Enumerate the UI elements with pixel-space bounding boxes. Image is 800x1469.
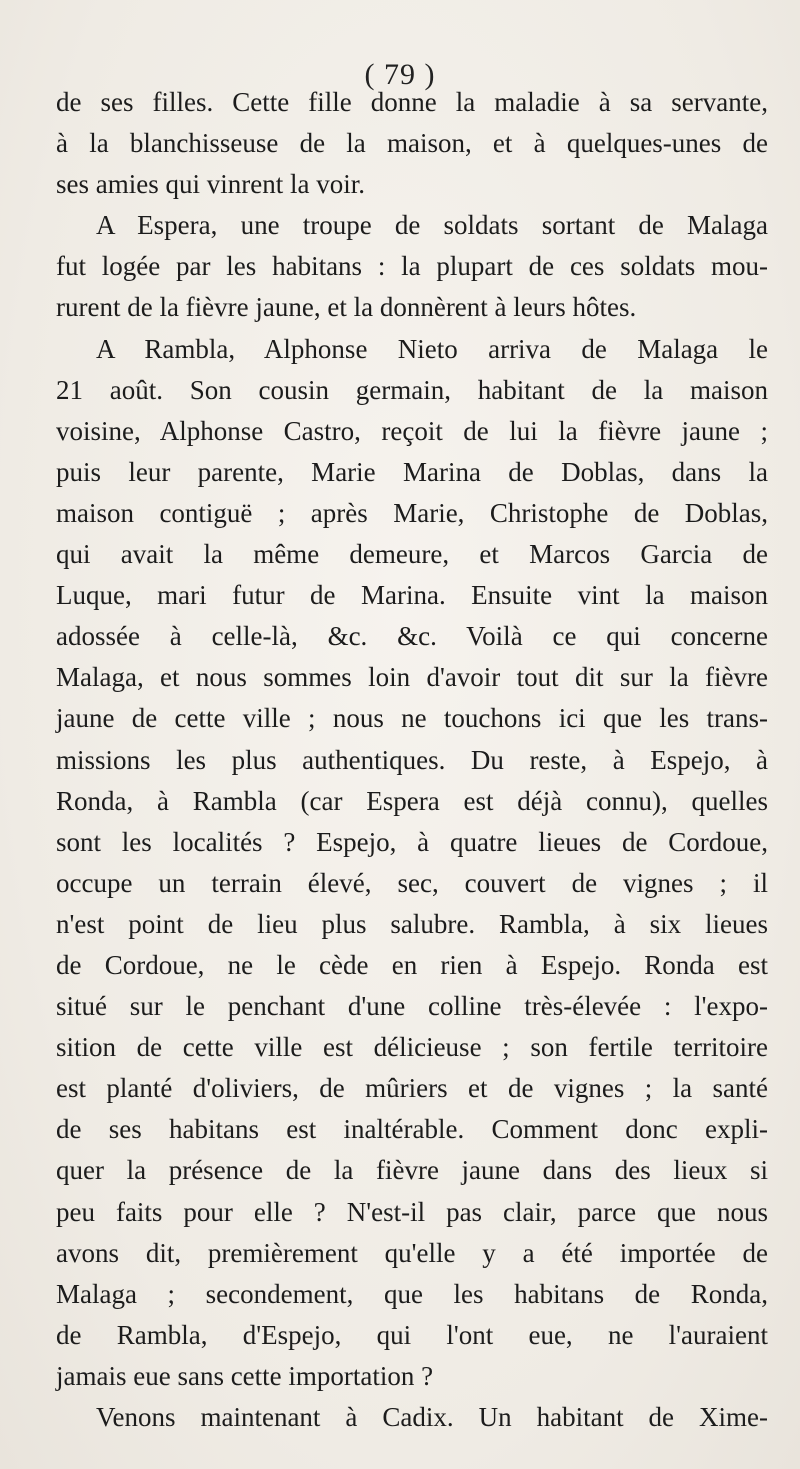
text-line: de ses filles. Cette fille donne la maladie à sa servante,	[56, 87, 768, 117]
text-line: situé sur le penchant d'une colline très-élevée : l'expo-	[56, 991, 768, 1022]
text-line: peu faits pour elle ? N'est-il pas clair, parce que nous	[56, 1196, 768, 1227]
text-line: 21 août. Son cousin germain, habitant de la maison	[56, 374, 768, 405]
text-line: puis leur parente, Marie Marina de Doblas, dans la	[56, 456, 768, 487]
text-line: sition de cette ville est délicieuse ; son fertile territoire	[56, 1032, 768, 1063]
text-line: qui avait la même demeure, et Marcos Garcia de	[56, 539, 768, 570]
text-line: sont les localités ? Espejo, à quatre lieues de Cordoue,	[56, 826, 768, 857]
text-line: fut logée par les habitans : la plupart de ces soldats mou-	[56, 251, 768, 282]
text-line: de Cordoue, ne le cède en rien à Espejo. Ronda est	[56, 949, 768, 980]
text-line: maison contiguë ; après Marie, Christophe de Doblas,	[56, 497, 768, 528]
text-line: rurent de la fièvre jaune, et la donnèrent à leurs hôtes.	[56, 292, 637, 323]
text-line: jamais eue sans cette importation ?	[56, 1360, 434, 1391]
text-line: missions les plus authentiques. Du reste, à Espejo, à	[56, 744, 768, 775]
text-line: à la blanchisseuse de la maison, et à quelques-unes de	[56, 128, 768, 159]
body-text	[56, 82, 768, 1438]
text-line: occupe un terrain élevé, sec, couvert de vignes ; il	[56, 867, 768, 898]
text-line: quer la présence de la fièvre jaune dans des lieux si	[56, 1155, 768, 1186]
text-line: avons dit, premièrement qu'elle y a été importée de	[56, 1237, 768, 1268]
text-line: A Espera, une troupe de soldats sortant de Malaga	[96, 210, 768, 241]
text-line: A Rambla, Alphonse Nieto arriva de Malaga le	[96, 333, 768, 364]
text-line: Venons maintenant à Cadix. Un habitant de Xime-	[96, 1402, 768, 1432]
text-line: Luque, mari futur de Marina. Ensuite vint la maison	[56, 580, 768, 611]
text-line: n'est point de lieu plus salubre. Rambla, à six lieues	[56, 908, 768, 939]
page-number: ( 79 )	[364, 58, 436, 91]
text-line: est planté d'oliviers, de mûriers et de vignes ; la santé	[56, 1073, 768, 1104]
text-line: de ses habitans est inaltérable. Comment donc expli-	[56, 1114, 768, 1145]
text-line: voisine, Alphonse Castro, reçoit de lui la fièvre jaune ;	[56, 415, 768, 446]
text-line: Malaga ; secondement, que les habitans de Ronda,	[56, 1278, 768, 1309]
text-line: adossée à celle-là, &c. &c. Voilà ce qui concerne	[56, 621, 768, 652]
text-line: jaune de cette ville ; nous ne touchons ici que les trans-	[56, 703, 768, 734]
text-line: Ronda, à Rambla (car Espera est déjà connu), quelles	[56, 785, 768, 816]
text-line: ses amies qui vinrent la voir.	[56, 169, 365, 200]
text-line: Malaga, et nous sommes loin d'avoir tout dit sur la fièvre	[56, 662, 768, 693]
text-line: de Rambla, d'Espejo, qui l'ont eue, ne l'auraient	[56, 1319, 768, 1350]
